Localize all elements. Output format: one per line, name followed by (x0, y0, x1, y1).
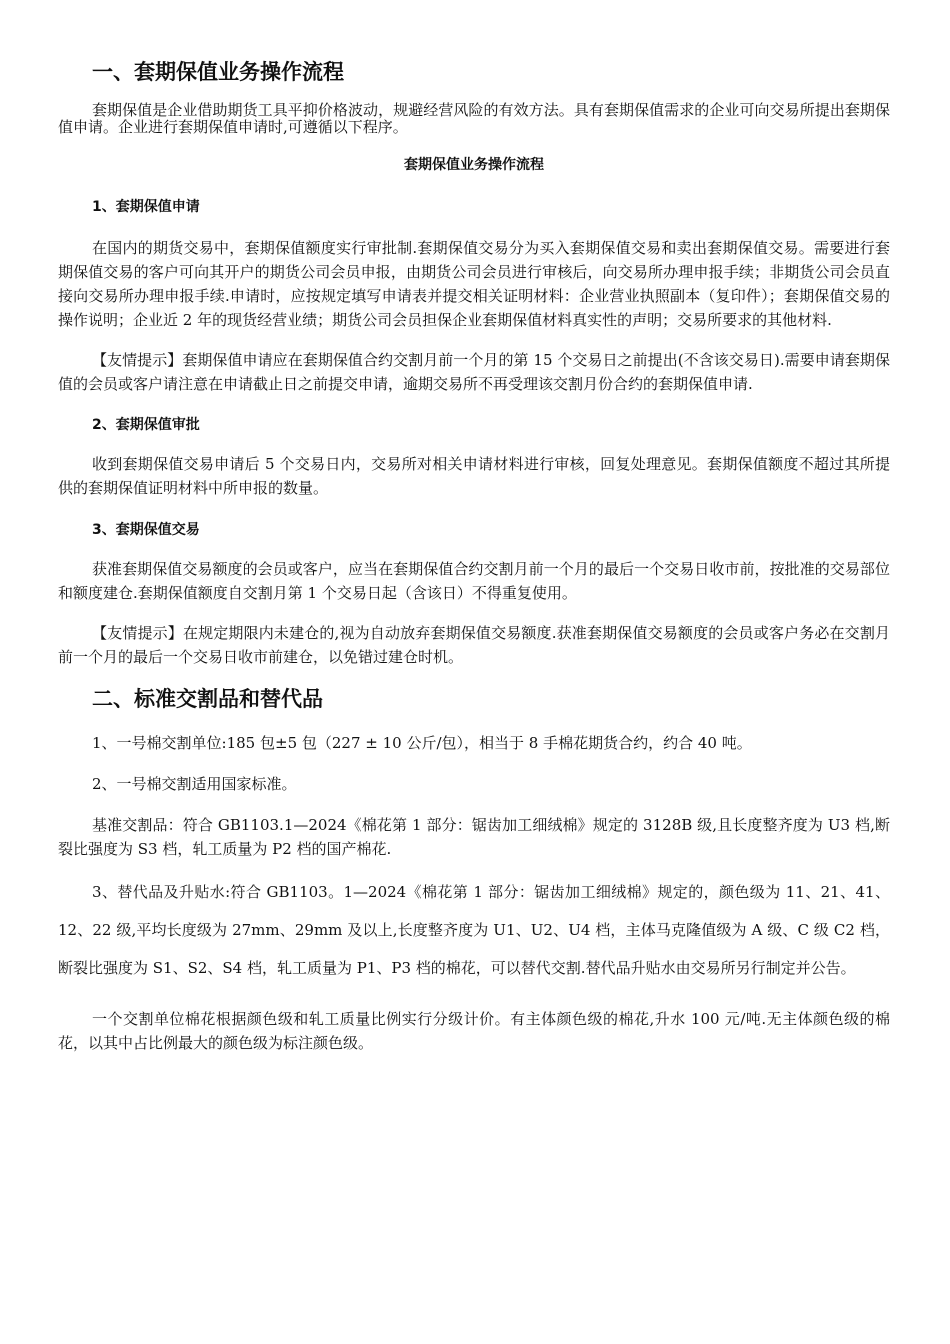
subsection-3-tip: 【友情提示】在规定期限内未建仓的,视为自动放弃套期保值交易额度.获准套期保值交易额度的会员或客户务必在交割月前一个月的最后一个交易日收市前建仓，以免错过建仓时机。 (58, 624, 890, 666)
subsection-2-title: 2、套期保值审批 (92, 417, 200, 433)
subsection-1-paragraph: 在国内的期货交易中，套期保值额度实行审批制.套期保值交易分为买入套期保值交易和卖出套期保值交易。需要进行套期保值交易的客户可向其开户的期货公司会员申报，由期货公司会员进行审核后，向交易所办理申报手续；非期货公司会员直接向交易所办理申报手续.申请时，应按规定填写申请表并提交相关证明材料：企业营业执照副本（复印件）；套期保值交易的操作说明；企业近 2 年的现货经营业绩；期货公司会员担保企业套期保值材料真实性的声明；交易所要求的其他材料. (58, 239, 890, 329)
section-2-paragraph-5: 一个交割单位棉花根据颜色级和轧工质量比例实行分级计价。有主体颜色级的棉花,升水 100 元/吨.无主体颜色级的棉花，以其中占比例最大的颜色级为标注颜色级。 (58, 1010, 890, 1052)
section-2-paragraph-4: 3、替代品及升贴水:符合 GB1103。1—2024《棉花第 1 部分：锯齿加工细绒棉》规定的，颜色级为 11、21、41、12、22 级,平均长度级为 27mm、29mm 及以上,长度整齐度为 U1、U2、U4 档，主体马克隆值级为 A 级、C 级 C2 档，断裂比强度为 S1、S2、S4 档，轧工质量为 P1、P3 档的棉花，可以替代交割.替代品升贴水由交易所另行制定并公告。 (58, 883, 890, 977)
subsection-3-paragraph: 获准套期保值交易额度的会员或客户，应当在套期保值合约交割月前一个月的最后一个交易日收市前，按批准的交易部位和额度建仓.套期保值额度自交割月第 1 个交易日起（含该日）不得重复使用。 (58, 560, 890, 602)
subsection-3-title: 3、套期保值交易 (92, 522, 200, 538)
section-2-paragraph-3: 基准交割品：符合 GB1103.1—2024《棉花第 1 部分：锯齿加工细绒棉》规定的 3128B 级,且长度整齐度为 U3 档,断裂比强度为 S3 档，轧工质量为 P2 档的国产棉花. (58, 816, 890, 858)
subsection-2-paragraph: 收到套期保值交易申请后 5 个交易日内，交易所对相关申请材料进行审核，回复处理意见。套期保值额度不超过其所提供的套期保值证明材料中所申报的数量。 (58, 455, 890, 497)
subsection-1-tip: 【友情提示】套期保值申请应在套期保值合约交割月前一个月的第 15 个交易日之前提出(不含该交易日).需要申请套期保值的会员或客户请注意在申请截止日之前提交申请，逾期交易所不再受理该交割月份合约的套期保值申请. (58, 351, 890, 393)
section-2-paragraph-1: 1、一号棉交割单位:185 包±5 包（227 ± 10 公斤/包），相当于 8 手棉花期货合约，约合 40 吨。 (92, 734, 752, 752)
section-1-title: 一、套期保值业务操作流程 (92, 60, 344, 84)
flow-title: 套期保值业务操作流程 (404, 157, 544, 173)
section-1-intro: 套期保值是企业借助期货工具平抑价格波动，规避经营风险的有效方法。具有套期保值需求的企业可向交易所提出套期保值申请。企业进行套期保值申请时,可遵循以下程序。 (58, 101, 890, 136)
section-2-paragraph-2: 2、一号棉交割适用国家标准。 (92, 775, 297, 793)
section-2-title: 二、标准交割品和替代品 (92, 687, 323, 711)
subsection-1-title: 1、套期保值申请 (92, 199, 200, 215)
document-page (58, 56, 890, 1055)
